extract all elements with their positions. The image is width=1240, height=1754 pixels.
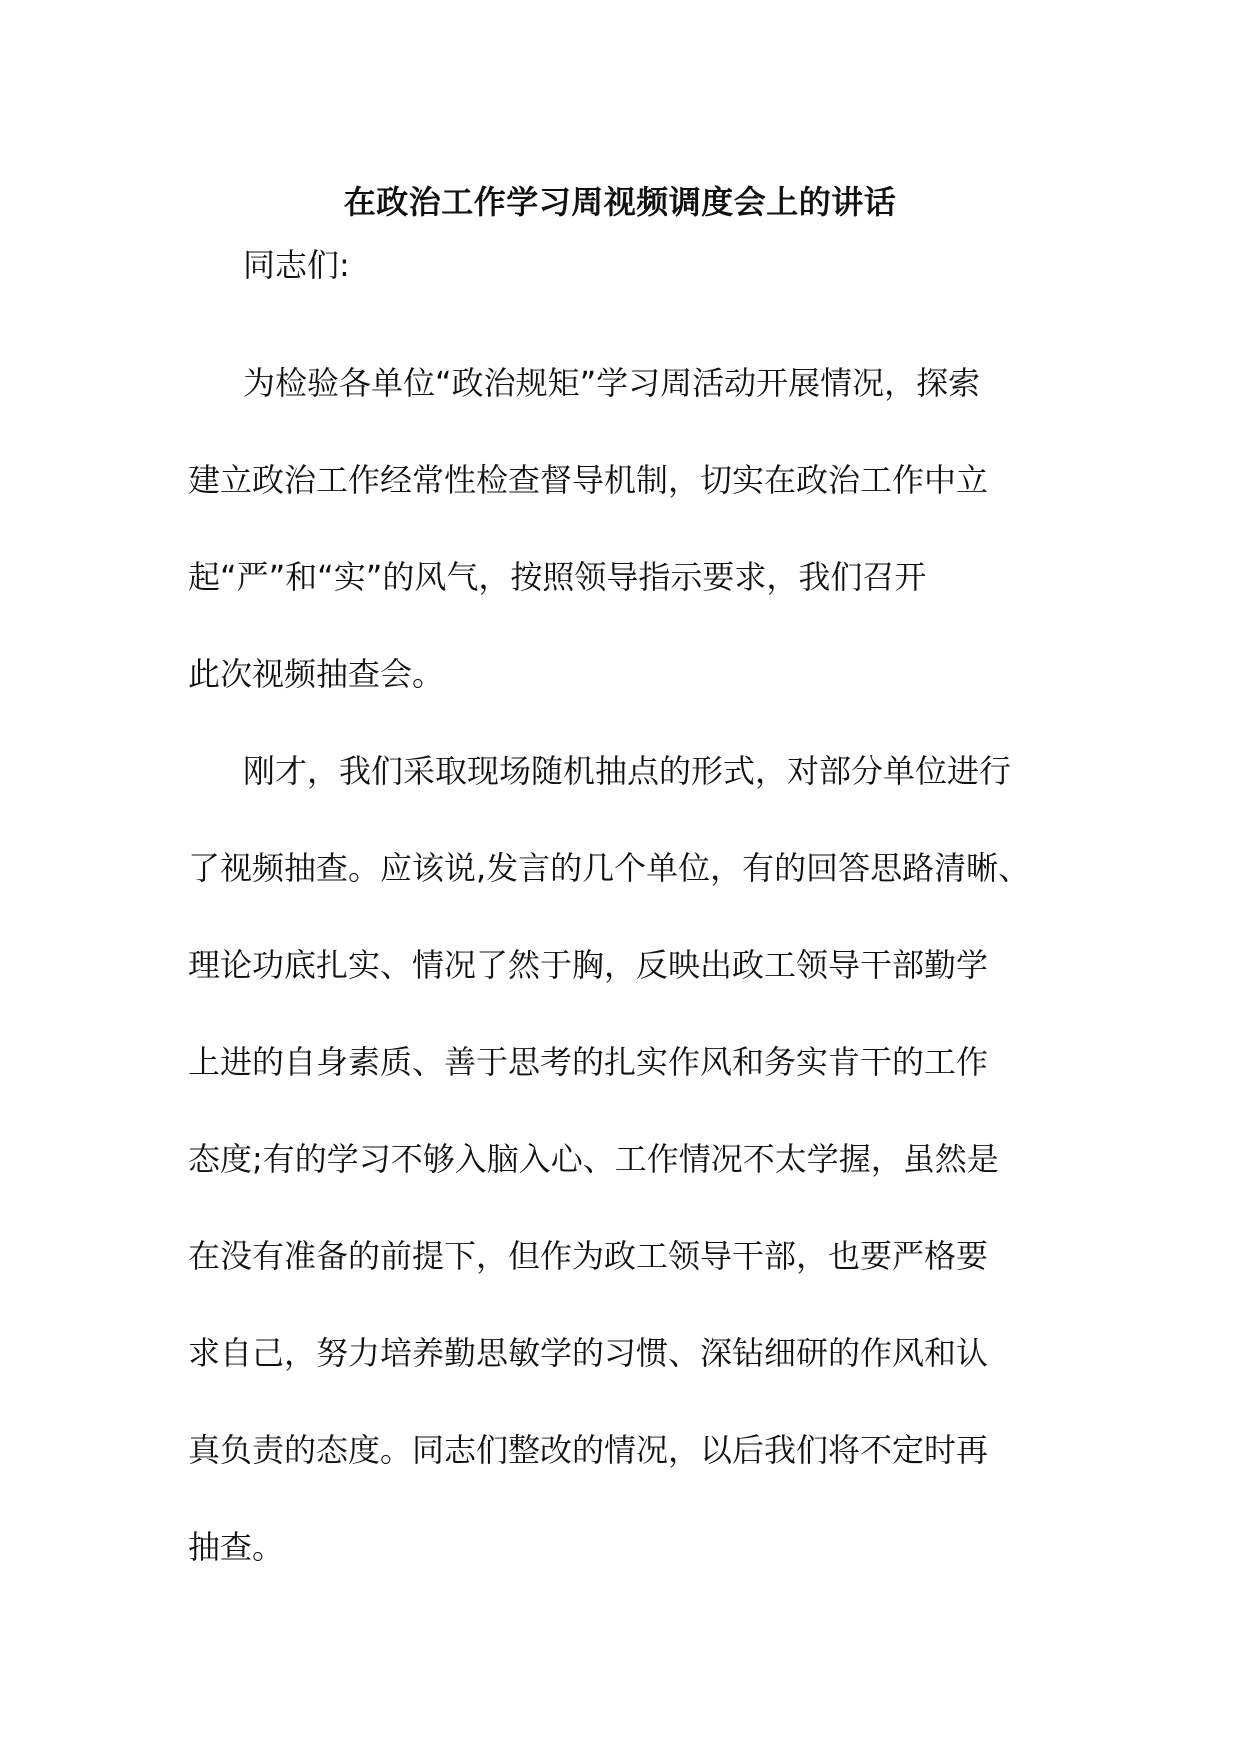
paragraph-2-line-8: 真负责的态度。同志们整改的情况，以后我们将不定时再 xyxy=(188,1431,989,1469)
document-body xyxy=(188,361,1066,1622)
document-title: 在政治工作学习周视频调度会上的讲话 xyxy=(343,183,897,221)
paragraph-2-line-7: 求自己，努力培养勤思敏学的习惯、深钻细研的作风和认 xyxy=(188,1334,989,1372)
paragraph-1-line-2: 建立政治工作经常性检查督导机制，切实在政治工作中立 xyxy=(188,461,989,499)
paragraph-1-line-4: 此次视频抽查会。 xyxy=(188,655,445,693)
paragraph-2-line-2: 了视频抽查。应该说,发言的几个单位，有的回答思路清晰、 xyxy=(188,849,1031,887)
paragraph-2-line-1: 刚才，我们采取现场随机抽点的形式，对部分单位进行 xyxy=(243,752,1012,790)
paragraph-2-line-3: 理论功底扎实、情况了然于胸，反映出政工领导干部勤学 xyxy=(188,946,989,984)
paragraph-2-line-9: 抽查。 xyxy=(188,1528,285,1566)
paragraph-2-line-4: 上进的自身素质、善于思考的扎实作风和务实肯干的工作 xyxy=(188,1043,989,1081)
salutation: 同志们: xyxy=(243,246,350,284)
paragraph-1-line-3: 起“严”和“实”的风气，按照领导指示要求，我们召开 xyxy=(188,558,927,596)
paragraph-2-line-6: 在没有准备的前提下，但作为政工领导干部，也要严格要 xyxy=(188,1237,989,1275)
paragraph-2-line-5: 态度;有的学习不够入脑入心、工作情况不太学握，虽然是 xyxy=(188,1140,999,1178)
paragraph-1-line-1: 为检验各单位“政治规矩”学习周活动开展情况，探索 xyxy=(243,364,981,402)
